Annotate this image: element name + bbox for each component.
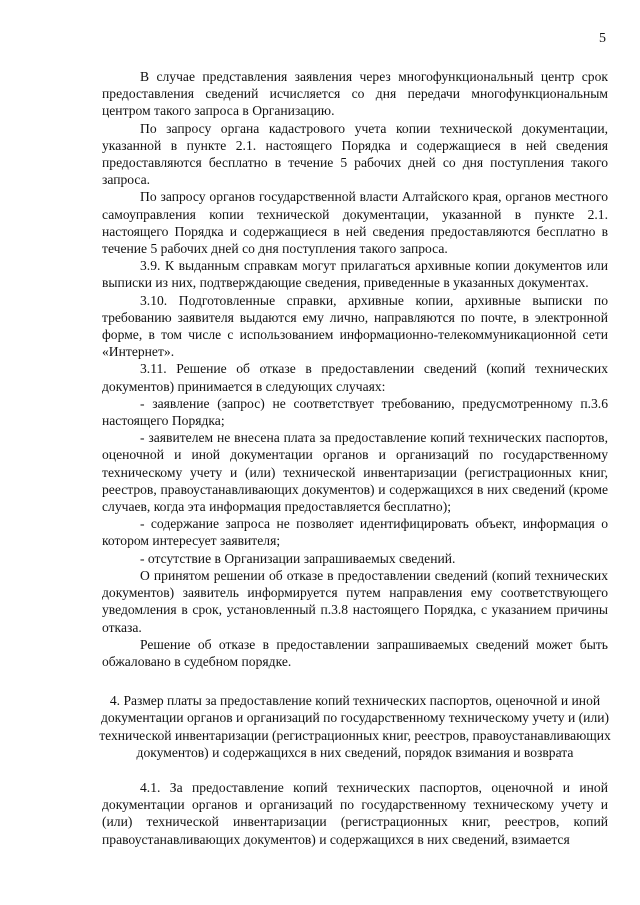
paragraph-authority-request: По запросу органов государственной власти Алтайского края, органов местного самоуправления копии технической документации, указанной в пункте 2.1. настоящего Порядка и содержащиеся в ней сведения предоставляются бесплатно в течение 5 рабочих дней со дня поступления такого запроса. [102, 189, 608, 257]
list-item-refusal-reason: - заявителем не внесена плата за предоставление копий технических паспортов, оценочной и иной документации органов и организаций по государственному техническому учету и (или) технической инвентаризации (регистрационных книг, реестров, правоустанавливающих документов) и содержащихся в них сведений (кроме случаев, когда эта информация предоставляется бесплатно); [102, 430, 608, 515]
paragraph-4-1: 4.1. За предоставление копий технических паспортов, оценочной и иной документации органов и организаций по государственному техническому учету и (или) технической инвентаризации (регистрационных книг, реестров, копий правоустанавливающих документов) и содержащихся в них сведений, взимается [102, 779, 608, 847]
document-body [99, 68, 611, 848]
paragraph-cadastral-request: По запросу органа кадастрового учета копии технической документации, указанной в пункте 2.1. настоящего Порядка и содержащиеся в ней сведения предоставляются бесплатно в течение 5 рабочих дней со дня поступления такого запроса. [102, 120, 608, 188]
section-heading: 4. Размер платы за предоставление копий технических паспортов, оценочной и иной документации органов и организаций по государственному техническому учету и (или) технической инвентаризации (регистрационных книг, реестров, правоустанавливающих документов) и содержащихся в них сведений, порядок взимания и возврата [99, 693, 611, 760]
list-item-refusal-reason: - содержание запроса не позволяет идентифицировать объект, информация о котором интересует заявителя; [102, 516, 608, 549]
page-number: 5 [599, 31, 606, 46]
list-item-refusal-reason: - отсутствие в Организации запрашиваемых сведений. [140, 550, 456, 566]
paragraph-refusal-notice: О принятом решении об отказе в предоставлении сведений (копий технических документов) заявитель информируется путем направления ему соответствующего уведомления в срок, установленный п.3.8 настоящего Порядка, с указанием причины отказа. [102, 567, 608, 635]
paragraph-appeal: Решение об отказе в предоставлении запрашиваемых сведений может быть обжаловано в судебном порядке. [102, 636, 608, 669]
paragraph-3-10: 3.10. Подготовленные справки, архивные копии, архивные выписки по требованию заявителя выдаются ему лично, направляются по почте, в электронной форме, в том числе с использованием информационно-телекоммуникационной сети «Интернет». [102, 292, 608, 360]
list-item-refusal-reason: - заявление (запрос) не соответствует требованию, предусмотренному п.3.6 настоящего Порядка; [102, 395, 608, 429]
paragraph-3-11: 3.11. Решение об отказе в предоставлении сведений (копий технических документов) принимается в следующих случаях: [102, 361, 608, 394]
paragraph-mfc-deadline: В случае представления заявления через многофункциональный центр срок предоставления сведений исчисляется со дня передачи многофункциональным центром такого запроса в Организацию. [102, 69, 608, 119]
paragraph-3-9: 3.9. К выданным справкам могут прилагаться архивные копии документов или выписки из них, подтверждающие сведения, приведенные в указанных документах. [102, 258, 608, 291]
